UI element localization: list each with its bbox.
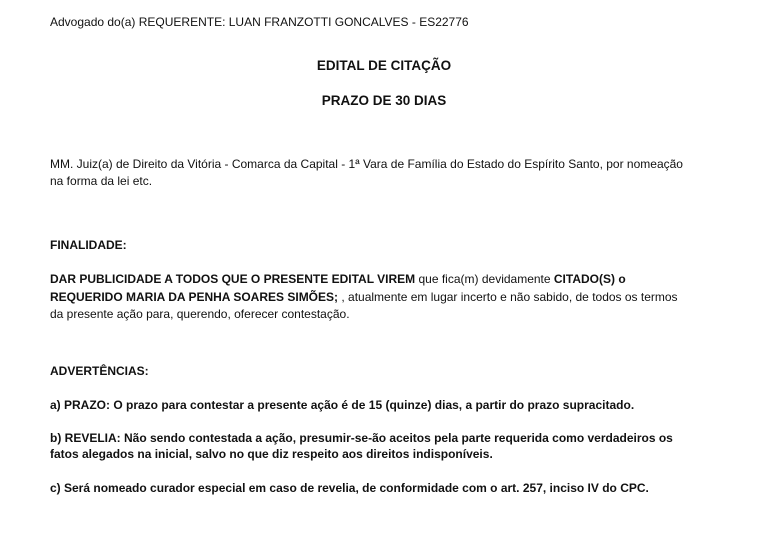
defendant-name: REQUERIDO MARIA DA PENHA SOARES SIMÕES; [50,290,339,304]
warning-b-line-1: b) REVELIA: Não sendo contestada a ação, presumir-se-ão aceitos pela parte requerida como verdadeiros os [50,431,673,445]
document-title: EDITAL DE CITAÇÃO [316,58,452,73]
finalidade-line-1 [50,272,626,287]
finalidade-heading: FINALIDADE: [50,238,127,252]
warning-a: a) PRAZO: O prazo para contestar a presente ação é de 15 (quinze) dias, a partir do prazo supracitado. [50,398,635,412]
deadline-title: PRAZO DE 30 DIAS [321,93,447,108]
publicity-statement: DAR PUBLICIDADE A TODOS QUE O PRESENTE EDITAL VIREM [50,272,416,286]
finalidade-line-2 [50,290,678,305]
intro-line-2: na forma da lei etc. [50,174,153,188]
notice-text: que fica(m) devidamente [415,272,554,286]
intro-line-1: MM. Juiz(a) de Direito da Vitória - Comarca da Capital - 1ª Vara de Família do Estado do Espírito Santo, por nomeação [50,157,683,171]
finalidade-line-3: da presente ação para, querendo, oferecer contestação. [50,307,350,321]
location-text: , atualmente em lugar incerto e não sabido, de todos os termos [338,290,678,304]
warning-c: c) Será nomeado curador especial em caso de revelia, de conformidade com o art. 257, inciso IV do CPC. [50,481,649,495]
warning-b-line-2: fatos alegados na inicial, salvo no que diz respeito aos direitos indisponíveis. [50,447,493,461]
attorney-line: Advogado do(a) REQUERENTE: LUAN FRANZOTTI GONCALVES - ES22776 [50,15,469,29]
advertencias-heading: ADVERTÊNCIAS: [50,364,149,378]
cited-label: CITADO(S) o [553,272,626,286]
